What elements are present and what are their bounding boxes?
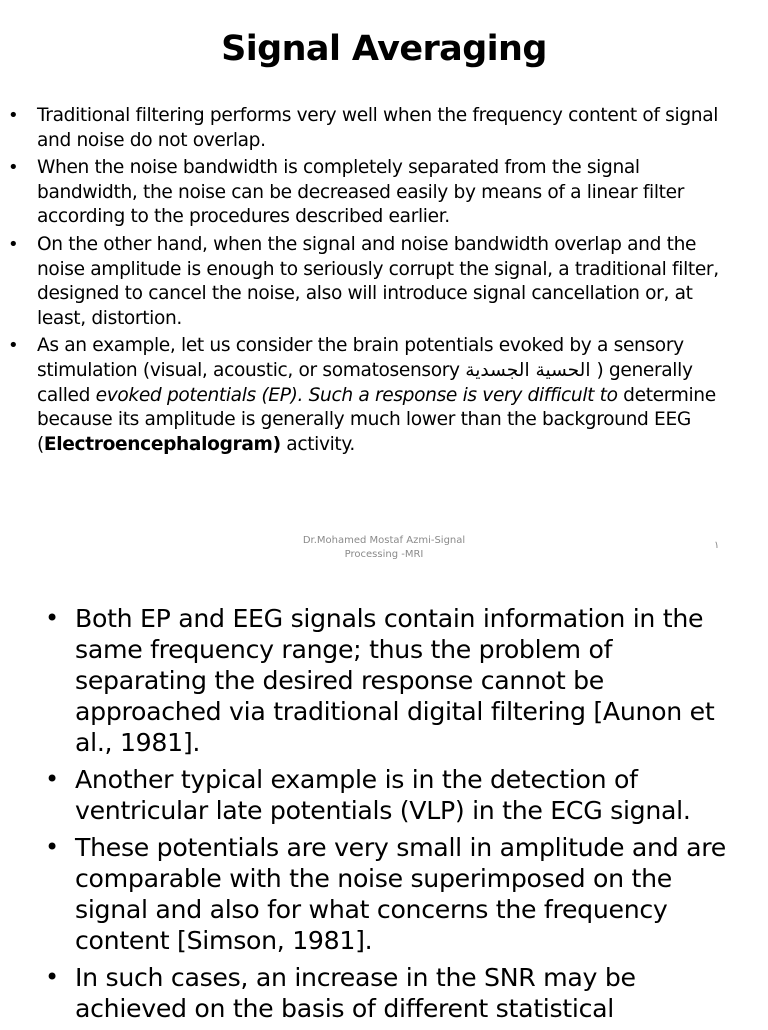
footer-course: Processing -MRI <box>344 549 424 560</box>
bullet-dot: • <box>45 604 59 632</box>
list-item <box>0 104 736 153</box>
bullet-text: Another typical example is in the detection of ventricular late potentials (VLP) in the ECG signal. <box>75 765 691 825</box>
list-item <box>0 764 740 826</box>
footer-author: Dr.Mohamed Mostaf Azmi-Signal <box>302 535 466 546</box>
bullet-text: In such cases, an increase in the SNR may be achieved on the basis of different statistical <box>75 963 636 1023</box>
bullet-text: When the noise bandwidth is completely separated from the signal bandwidth, the noise can be decreased easily by means of a linear filter according to the procedures described earlier. <box>37 157 684 228</box>
bullet-list-1 <box>0 104 736 460</box>
bullet-dot: • <box>8 233 19 255</box>
bullet-text: Both EP and EEG signals contain information in the same frequency range; thus the problem of separating the desired response cannot be approached via traditional digital filtering [Aunon et al., 1981]. <box>75 604 715 757</box>
bullet-dot: • <box>45 963 59 991</box>
bullet-text: On the other hand, when the signal and noise bandwidth overlap and the noise amplitude is enough to seriously corrupt the signal, a traditional filter, designed to cancel the noise, also will introduce signal cancellation or, at least, distortion. <box>37 233 719 329</box>
bullet-dot: • <box>8 157 19 179</box>
list-item <box>0 832 740 956</box>
list-item <box>0 603 740 758</box>
slide-2 <box>0 575 768 1024</box>
bullet-dot: • <box>45 765 59 793</box>
list-item <box>0 156 736 230</box>
slide-footer <box>0 534 768 562</box>
bullet-text: These potentials are very small in amplitude and are comparable with the noise superimposed on the signal and also for what concerns the frequency content [Simson, 1981]. <box>75 833 726 955</box>
italic-phrase: evoked potentials (EP). Such a response is very difficult to <box>95 384 618 406</box>
page-number: ١ <box>714 540 720 551</box>
bullet-list-2 <box>0 603 740 1030</box>
list-item <box>0 233 736 331</box>
bullet-text-part: determine because its amplitude is generally much lower than the background EEG ( <box>37 384 716 455</box>
bullet-text-part: ) generally called <box>37 359 693 406</box>
list-item <box>0 334 736 457</box>
bullet-text: Traditional filtering performs very well when the frequency content of signal and noise do not overlap. <box>37 105 719 151</box>
arabic-term: الحسية الجسدية <box>465 359 591 381</box>
list-item <box>0 962 740 1024</box>
bullet-dot: • <box>8 335 19 357</box>
bullet-text-part: activity. <box>280 433 355 455</box>
bold-term: Electroencephalogram) <box>43 433 281 455</box>
bullet-dot: • <box>8 105 19 126</box>
bullet-text-part: As an example, let us consider the brain potentials evoked by a sensory stimulation (visual, acoustic, or somatosensory <box>37 335 684 381</box>
slide-title: Signal Averaging <box>221 29 547 69</box>
bullet-dot: • <box>45 833 59 861</box>
